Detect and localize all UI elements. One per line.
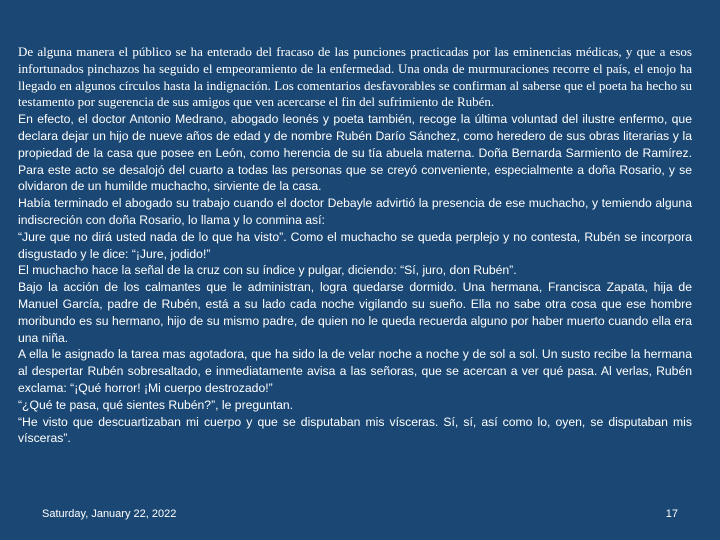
paragraph: “He visto que descuartizaban mi cuerpo y que se disputaban mis vísceras. Sí, sí, así como lo, oyen, se disputaban mis vísceras”. (18, 414, 692, 446)
paragraph: Bajo la acción de los calmantes que le administran, logra quedarse dormido. Una hermana, Francisca Zapata, hija de Manuel García, padre de Rubén, está a su lado cada noche vigilando su sueño. Ella no sabe otra cosa que ese hombre moribundo es su hermano, hijo de su mismo padre, de quien no le queda recuerda alguno por haber muerto cuando ella era una niña. (18, 280, 692, 345)
paragraph: “Jure que no dirá usted nada de lo que ha visto”. Como el muchacho se queda perplejo y no contesta, Rubén se incorpora disgustado y le dice: “¡Jure, jodido!” (18, 229, 692, 261)
paragraph: En efecto, el doctor Antonio Medrano, abogado leonés y poeta también, recoge la última voluntad del ilustre enfermo, que declara dejar un hijo de nueve años de edad y de nombre Rubén Darío Sánchez, como heredero de sus obras literarias y la propiedad de la casa que posee en León, como herencia de su tía abuela materna. Doña Bernarda Sarmiento de Ramírez. Para este acto se desalojó del cuarto a todas las personas que se creyó conveniente, especialmente a doña Rosario, y se olvidaron de un humilde muchacho, sirviente de la casa. (18, 112, 692, 194)
paragraph: Había terminado el abogado su trabajo cuando el doctor Debayle advirtió la presencia de ese muchacho, y temiendo alguna indiscreción con doña Rosario, lo llama y lo conmina así: (18, 196, 692, 227)
slide-body-text (18, 44, 692, 447)
footer-page-number: 17 (665, 508, 678, 520)
footer-date: Saturday, January 22, 2022 (42, 508, 177, 520)
paragraph: El muchacho hace la señal de la cruz con su índice y pulgar, diciendo: “Sí, juro, don Rubén”. (18, 263, 517, 278)
paragraph: “¿Qué te pasa, qué sientes Rubén?”, le preguntan. (18, 397, 294, 412)
paragraph: A ella le asignado la tarea mas agotadora, que ha sido la de velar noche a noche y de sol a sol. Un susto recibe la hermana al despertar Rubén sobresaltado, e inmediatamente avisa a las señoras, que se acercan a ver qué pasa. Al verlas, Rubén exclama: “¡Qué horror! ¡Mi cuerpo destrozado!” (18, 347, 692, 395)
paragraph: De alguna manera el público se ha enterado del fracaso de las punciones practicadas por las eminencias médicas, y que a esos infortunados pinchazos ha seguido el empeoramiento de la enfermedad. Una onda de murmuraciones recorre el país, el enojo ha llegado en algunos círculos hasta la indignación. Los comentarios desfavorables se confirman al saberse que el poeta ha hecho su testamento por sugerencia de sus amigos que ven acercarse el fin del sufrimiento de Rubén. (18, 44, 692, 110)
